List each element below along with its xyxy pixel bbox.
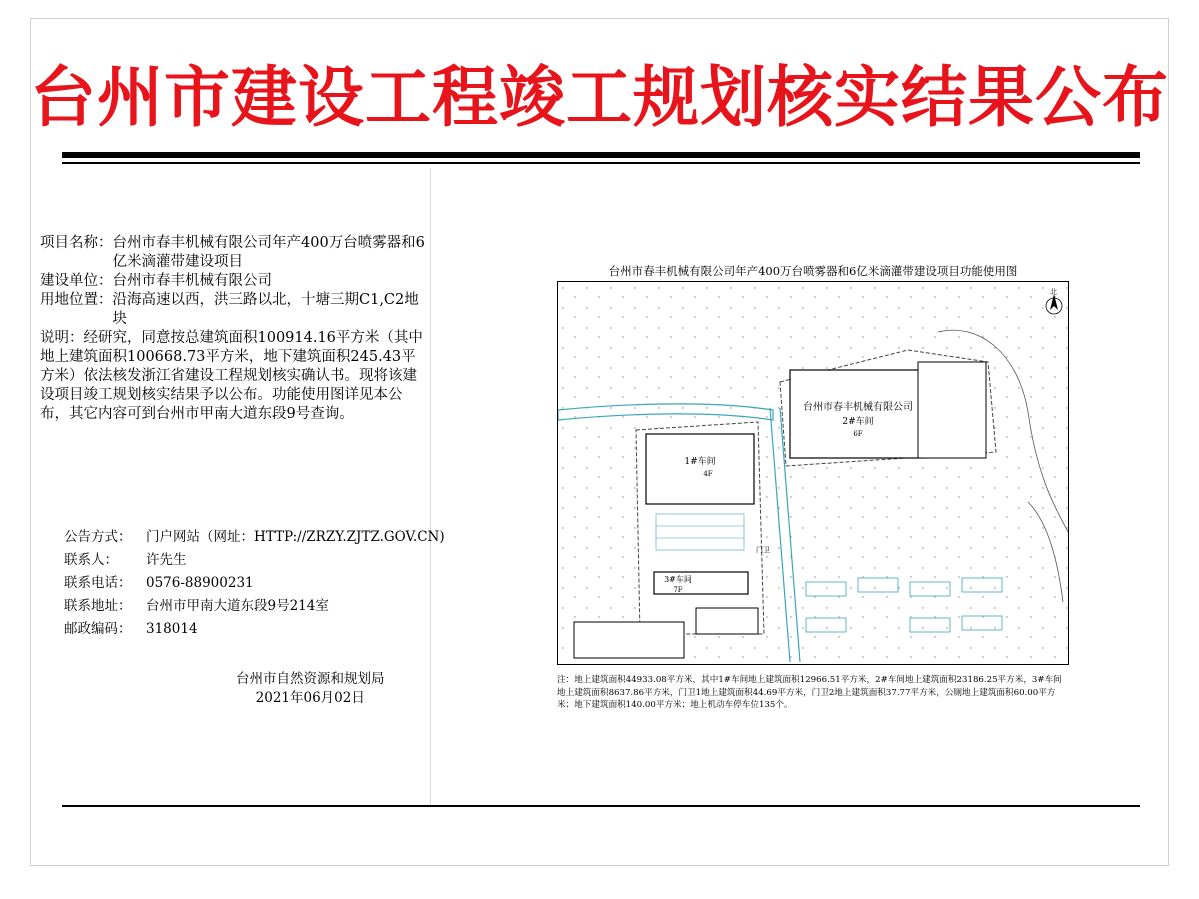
workshop-2-floors: 6F bbox=[853, 430, 863, 438]
issue-date: 2021年06月02日 bbox=[255, 690, 365, 706]
contact-phone-value: 0576-88900231 bbox=[146, 575, 254, 591]
workshop-2-outline bbox=[790, 370, 926, 458]
bottom-rule bbox=[62, 805, 1140, 807]
project-name-row bbox=[40, 234, 425, 272]
contact-phone-label: 联系电话： bbox=[64, 575, 132, 591]
contact-person-label: 联系人： bbox=[64, 552, 118, 568]
workshop-1-outline bbox=[646, 434, 754, 504]
construction-unit-label: 建设单位： bbox=[40, 273, 113, 289]
project-description: 说明：经研究，同意按总建筑面积100914.16平方米（其中地上建筑面积100668.73平方米，地下建筑面积245.43平方米）依法核发浙江省建设工程规划核实确认书。现将该建设项目竣工规划核实结果予以公布。功能使用图详见本公布，其它内容可到台州市甲南大道东段9号查询。 bbox=[40, 330, 423, 422]
project-name-value: 台州市春丰机械有限公司年产400万台喷雾器和6亿米滴灌带建设项目 bbox=[112, 235, 425, 270]
map-title: 台州市春丰机械有限公司年产400万台喷雾器和6亿米滴灌带建设项目功能使用图 bbox=[608, 264, 1018, 278]
zip-code-label: 邮政编码： bbox=[64, 621, 132, 637]
workshop-3-floors: 7F bbox=[673, 586, 683, 594]
workshop-2-label: 2#车间 bbox=[842, 417, 874, 427]
contact-phone-row bbox=[64, 572, 445, 595]
title-rule-thin bbox=[62, 162, 1140, 164]
neighbor-building-2 bbox=[696, 608, 758, 634]
workshop-1-label: 1#车间 bbox=[684, 457, 716, 467]
terrain-texture bbox=[558, 282, 1068, 664]
site-location-label: 用地位置： bbox=[40, 292, 113, 308]
signature-block bbox=[236, 670, 385, 708]
project-info bbox=[40, 234, 425, 424]
gate-label: 门卫 bbox=[756, 546, 770, 554]
site-plan-drawing bbox=[558, 282, 1068, 664]
contact-address-label: 联系地址： bbox=[64, 598, 132, 614]
site-location-value: 沿海高速以西，洪三路以北，十塘三期C1,C2地块 bbox=[112, 292, 419, 327]
project-name-label: 项目名称： bbox=[40, 235, 113, 251]
workshop-1-floors: 4F bbox=[703, 470, 713, 478]
announce-method-value: 门户网站（网址：HTTP://ZRZY.ZJTZ.GOV.CN) bbox=[146, 529, 445, 545]
construction-unit-value: 台州市春丰机械有限公司 bbox=[112, 273, 272, 289]
contact-address-row bbox=[64, 595, 445, 618]
site-location-row bbox=[40, 291, 425, 329]
column-divider bbox=[430, 168, 431, 806]
contact-person-row bbox=[64, 549, 445, 572]
construction-unit-row bbox=[40, 272, 425, 291]
announce-method-label: 公告方式： bbox=[64, 529, 132, 545]
workshop-3-label: 3#车间 bbox=[664, 575, 692, 584]
contact-block bbox=[64, 526, 445, 641]
announce-method-row bbox=[64, 526, 445, 549]
zip-code-value: 318014 bbox=[146, 621, 198, 637]
issuing-authority: 台州市自然资源和规划局 bbox=[236, 671, 385, 687]
north-label: 北 bbox=[1050, 288, 1057, 296]
company-label: 台州市春丰机械有限公司 bbox=[803, 402, 913, 413]
title-rule-thick bbox=[62, 152, 1140, 158]
contact-address-value: 台州市甲南大道东段9号214室 bbox=[146, 598, 329, 614]
neighbor-building-1 bbox=[574, 622, 684, 658]
workshop-2-annex bbox=[918, 362, 986, 458]
page-title: 台州市建设工程竣工规划核实结果公布 bbox=[30, 59, 1169, 136]
site-plan-map bbox=[557, 281, 1069, 665]
zip-code-row bbox=[64, 618, 445, 641]
map-note: 注：地上建筑面积44933.08平方米，其中1#车间地上建筑面积12966.51平方米，2#车间地上建筑面积23186.25平方米，3#车间地上建筑面积8637.86平方米，门卫1地上建筑面积44.69平方米，门卫2地上建筑面积37.77平方米，公厕地上建筑面积60.00平方米；地下建筑面积140.00平方米；地上机动车停车位135个。 bbox=[557, 675, 1062, 710]
contact-person-value: 许先生 bbox=[146, 552, 187, 568]
